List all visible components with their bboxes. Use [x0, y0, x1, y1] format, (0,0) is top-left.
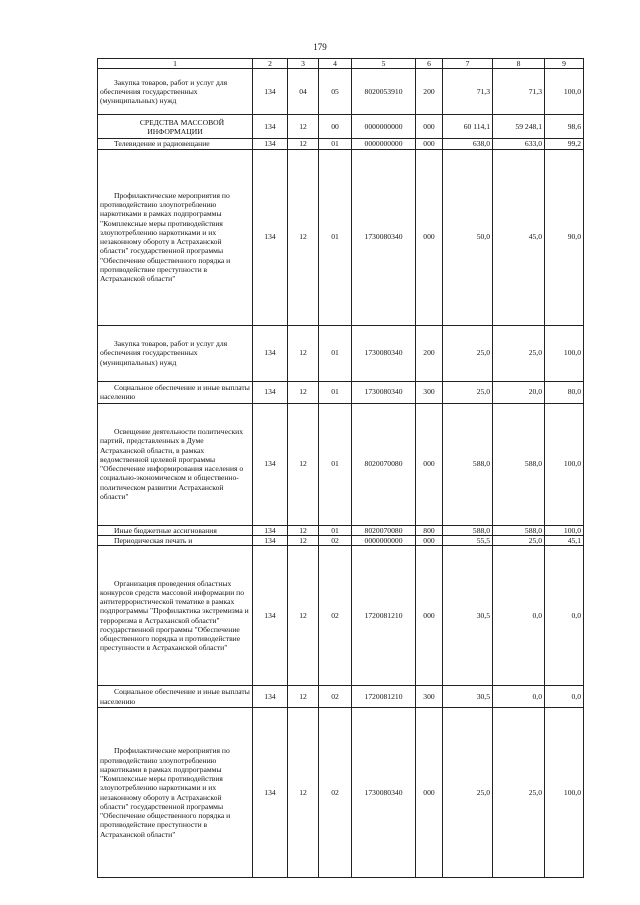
cell-admin-code-text: 134 — [264, 232, 276, 242]
cell-section-text: 12 — [299, 232, 307, 242]
cell-executed — [493, 115, 545, 139]
cell-section-text: 12 — [299, 525, 307, 535]
cell-expense-type-text: 000 — [423, 139, 435, 149]
column-header: 6 — [416, 59, 443, 69]
cell-subsection — [319, 381, 352, 403]
cell-target-article-text: 0000000000 — [364, 139, 403, 149]
cell-section-text: 04 — [299, 87, 307, 97]
cell-percent — [545, 525, 584, 535]
cell-subsection — [319, 686, 352, 708]
cell-planned — [443, 535, 493, 545]
cell-target-article — [352, 325, 416, 381]
table-row — [98, 403, 584, 525]
cell-percent — [545, 115, 584, 139]
table-row — [98, 115, 584, 139]
cell-admin-code — [253, 686, 288, 708]
cell-executed-text: 588,0 — [524, 459, 542, 469]
budget-table — [97, 58, 584, 878]
cell-planned-text: 588,0 — [472, 459, 490, 469]
cell-admin-code-text: 134 — [264, 87, 276, 97]
row-description — [98, 149, 253, 325]
cell-target-article — [352, 708, 416, 878]
cell-executed — [493, 546, 545, 686]
cell-planned-text: 25,0 — [476, 787, 490, 797]
table-body — [98, 69, 584, 878]
page-number: 179 — [313, 42, 327, 52]
cell-percent — [545, 149, 584, 325]
row-description-text: Социальное обеспечение и иные выплаты населению — [100, 687, 250, 706]
cell-admin-code — [253, 546, 288, 686]
cell-executed — [493, 325, 545, 381]
cell-target-article-text: 1720081210 — [364, 691, 403, 701]
cell-admin-code-text: 134 — [264, 691, 276, 701]
cell-planned-text: 60 114,1 — [463, 122, 490, 132]
row-description — [98, 325, 253, 381]
cell-planned — [443, 525, 493, 535]
cell-subsection — [319, 546, 352, 686]
cell-subsection-text: 02 — [331, 691, 339, 701]
cell-target-article-text: 0000000000 — [364, 535, 403, 545]
cell-section-text: 12 — [299, 387, 307, 397]
cell-percent-text: 100,0 — [563, 525, 581, 535]
cell-target-article-text: 8020070080 — [364, 459, 403, 469]
cell-executed-text: 633,0 — [524, 139, 542, 149]
cell-section-text: 12 — [299, 459, 307, 469]
cell-planned-text: 588,0 — [472, 525, 490, 535]
cell-executed-text: 25,0 — [528, 787, 542, 797]
row-description — [98, 546, 253, 686]
cell-section-text: 12 — [299, 787, 307, 797]
row-description — [98, 686, 253, 708]
cell-section — [288, 381, 319, 403]
cell-section-text: 12 — [299, 535, 307, 545]
cell-percent-text: 90,0 — [567, 232, 581, 242]
cell-expense-type — [416, 708, 443, 878]
cell-executed — [493, 708, 545, 878]
cell-subsection-text: 01 — [331, 139, 339, 149]
cell-expense-type-text: 000 — [423, 459, 435, 469]
cell-percent-text: 80,0 — [567, 387, 581, 397]
cell-target-article — [352, 149, 416, 325]
column-header: 1 — [98, 59, 253, 69]
cell-percent — [545, 139, 584, 149]
table-row — [98, 535, 584, 545]
cell-executed-text: 25,0 — [528, 348, 542, 358]
cell-admin-code — [253, 149, 288, 325]
cell-section — [288, 139, 319, 149]
cell-target-article — [352, 69, 416, 115]
row-description-text: Профилактические мероприятия по противодействию злоупотреблению наркотиками в рамках подпрограммы "Комплексные меры противодействия злоупотреблению наркотиками и их незаконному обороту в Астраханской области" государственной программы "Обеспечение общественного порядка и противодействие преступности в Астраханской области" — [100, 746, 231, 839]
cell-target-article — [352, 546, 416, 686]
column-header: 3 — [288, 59, 319, 69]
table-row — [98, 139, 584, 149]
cell-subsection — [319, 525, 352, 535]
cell-target-article-text: 1730080340 — [364, 348, 403, 358]
cell-subsection — [319, 325, 352, 381]
cell-section — [288, 403, 319, 525]
cell-executed — [493, 69, 545, 115]
cell-percent-text: 100,0 — [563, 348, 581, 358]
cell-target-article-text: 1720081210 — [364, 610, 403, 620]
cell-admin-code-text: 134 — [264, 122, 276, 132]
cell-percent-text: 100,0 — [563, 787, 581, 797]
cell-planned — [443, 139, 493, 149]
cell-percent — [545, 546, 584, 686]
cell-executed — [493, 381, 545, 403]
cell-section-text: 12 — [299, 139, 307, 149]
cell-expense-type — [416, 686, 443, 708]
table-row — [98, 69, 584, 115]
column-number-row — [98, 59, 584, 69]
cell-subsection-text: 05 — [331, 87, 339, 97]
cell-planned — [443, 149, 493, 325]
cell-subsection — [319, 115, 352, 139]
cell-target-article — [352, 686, 416, 708]
cell-percent — [545, 708, 584, 878]
cell-planned — [443, 403, 493, 525]
row-description-text: Организация проведения областных конкурсов средств массовой информации по антитеррористической тематике в рамках подпрограммы "Профилактика экстремизма и терроризма в Астраханской области" государственной программы "Обеспечение общественного порядка и противодействие преступности в Астраханской области" — [100, 578, 249, 653]
cell-executed — [493, 525, 545, 535]
cell-expense-type-text: 300 — [423, 691, 435, 701]
cell-subsection-text: 02 — [331, 535, 339, 545]
cell-expense-type-text: 000 — [423, 535, 435, 545]
cell-planned — [443, 69, 493, 115]
column-header: 2 — [253, 59, 288, 69]
cell-expense-type — [416, 535, 443, 545]
cell-executed-text: 59 248,1 — [515, 122, 542, 132]
cell-percent-text: 0,0 — [571, 610, 581, 620]
cell-percent-text: 100,0 — [563, 87, 581, 97]
cell-executed — [493, 149, 545, 325]
cell-admin-code-text: 134 — [264, 525, 276, 535]
cell-target-article — [352, 535, 416, 545]
cell-subsection-text: 01 — [331, 348, 339, 358]
cell-admin-code — [253, 115, 288, 139]
cell-planned — [443, 546, 493, 686]
cell-section — [288, 535, 319, 545]
row-description — [98, 535, 253, 545]
cell-admin-code-text: 134 — [264, 348, 276, 358]
row-description-text: Иные бюджетные ассигнования — [114, 525, 217, 535]
cell-expense-type-text: 000 — [423, 122, 435, 132]
cell-subsection — [319, 139, 352, 149]
cell-subsection-text: 00 — [331, 122, 339, 132]
cell-target-article — [352, 139, 416, 149]
cell-executed-text: 0,0 — [532, 610, 542, 620]
row-description-text: Закупка товаров, работ и услуг для обеспечения государственных (муниципальных) нужд — [100, 339, 228, 367]
cell-planned-text: 25,0 — [476, 387, 490, 397]
cell-expense-type — [416, 325, 443, 381]
cell-executed — [493, 686, 545, 708]
cell-planned-text: 30,5 — [476, 691, 490, 701]
cell-percent-text: 99,2 — [567, 139, 581, 149]
cell-admin-code-text: 134 — [264, 459, 276, 469]
row-description — [98, 525, 253, 535]
cell-expense-type — [416, 149, 443, 325]
cell-admin-code — [253, 139, 288, 149]
cell-target-article-text: 1730080340 — [364, 387, 403, 397]
cell-target-article-text: 8020070080 — [364, 525, 403, 535]
cell-executed-text: 20,0 — [528, 387, 542, 397]
cell-target-article — [352, 525, 416, 535]
column-header: 4 — [319, 59, 352, 69]
cell-section — [288, 546, 319, 686]
cell-target-article-text: 8020053910 — [364, 87, 403, 97]
cell-admin-code — [253, 69, 288, 115]
cell-executed-text: 71,3 — [528, 87, 542, 97]
cell-expense-type-text: 800 — [423, 525, 435, 535]
cell-admin-code — [253, 535, 288, 545]
row-description — [98, 708, 253, 878]
cell-section — [288, 686, 319, 708]
cell-planned — [443, 381, 493, 403]
cell-executed-text: 588,0 — [524, 525, 542, 535]
cell-subsection-text: 01 — [331, 525, 339, 535]
cell-planned-text: 25,0 — [476, 348, 490, 358]
cell-subsection-text: 02 — [331, 610, 339, 620]
cell-section — [288, 149, 319, 325]
cell-expense-type-text: 200 — [423, 87, 435, 97]
cell-expense-type-text: 000 — [423, 232, 435, 242]
cell-section — [288, 325, 319, 381]
cell-expense-type — [416, 525, 443, 535]
cell-admin-code-text: 134 — [264, 610, 276, 620]
cell-subsection-text: 02 — [331, 787, 339, 797]
row-description-text: Телевидение и радиовещание — [114, 139, 210, 149]
row-description-text: Социальное обеспечение и иные выплаты населению — [100, 382, 250, 401]
row-description-text: СРЕДСТВА МАССОВОЙ ИНФОРМАЦИИ — [139, 117, 225, 136]
cell-subsection — [319, 149, 352, 325]
cell-expense-type — [416, 69, 443, 115]
cell-executed — [493, 403, 545, 525]
cell-subsection-text: 01 — [331, 459, 339, 469]
cell-target-article-text: 0000000000 — [364, 122, 403, 132]
column-header: 5 — [352, 59, 416, 69]
table-row — [98, 381, 584, 403]
cell-percent — [545, 403, 584, 525]
cell-admin-code — [253, 381, 288, 403]
cell-expense-type-text: 000 — [423, 610, 435, 620]
cell-planned — [443, 115, 493, 139]
cell-executed — [493, 535, 545, 545]
cell-target-article — [352, 403, 416, 525]
cell-expense-type-text: 200 — [423, 348, 435, 358]
cell-target-article — [352, 115, 416, 139]
cell-executed-text: 0,0 — [532, 691, 542, 701]
cell-percent-text: 45,1 — [567, 535, 581, 545]
cell-percent — [545, 69, 584, 115]
cell-subsection-text: 01 — [331, 232, 339, 242]
cell-percent — [545, 325, 584, 381]
row-description-text: Периодическая печать и — [114, 535, 193, 545]
column-header: 9 — [545, 59, 584, 69]
cell-admin-code — [253, 325, 288, 381]
cell-expense-type — [416, 139, 443, 149]
cell-executed-text: 25,0 — [528, 535, 542, 545]
cell-section — [288, 708, 319, 878]
cell-expense-type — [416, 546, 443, 686]
cell-section-text: 12 — [299, 122, 307, 132]
cell-subsection — [319, 69, 352, 115]
cell-section-text: 12 — [299, 348, 307, 358]
cell-subsection — [319, 535, 352, 545]
cell-section — [288, 115, 319, 139]
cell-admin-code-text: 134 — [264, 139, 276, 149]
cell-admin-code — [253, 708, 288, 878]
row-description-text: Освещение деятельности политических партий, представленных в Думе Астраханской области, в рамках ведомственной целевой программы "Обеспечение информирования населения о социально-экономическом и общественно-политическом развитии Астраханской области" — [100, 427, 244, 501]
cell-expense-type-text: 000 — [423, 787, 435, 797]
cell-subsection-text: 01 — [331, 387, 339, 397]
row-description — [98, 403, 253, 525]
cell-section-text: 12 — [299, 610, 307, 620]
column-header: 7 — [443, 59, 493, 69]
table-row — [98, 149, 584, 325]
row-description-text: Закупка товаров, работ и услуг для обеспечения государственных (муниципальных) нужд — [100, 77, 228, 106]
cell-planned — [443, 325, 493, 381]
cell-percent — [545, 381, 584, 403]
cell-percent-text: 0,0 — [571, 691, 581, 701]
cell-target-article-text: 1730080340 — [364, 232, 403, 242]
cell-expense-type — [416, 115, 443, 139]
table-row — [98, 325, 584, 381]
cell-expense-type — [416, 381, 443, 403]
cell-target-article — [352, 381, 416, 403]
cell-percent — [545, 535, 584, 545]
row-description — [98, 381, 253, 403]
cell-admin-code — [253, 525, 288, 535]
cell-admin-code-text: 134 — [264, 535, 276, 545]
cell-percent-text: 100,0 — [563, 459, 581, 469]
cell-executed-text: 45,0 — [528, 232, 542, 242]
row-description — [98, 69, 253, 115]
cell-section — [288, 69, 319, 115]
cell-subsection — [319, 708, 352, 878]
cell-section-text: 12 — [299, 691, 307, 701]
cell-planned-text: 30,5 — [476, 610, 490, 620]
cell-planned — [443, 708, 493, 878]
table-row — [98, 686, 584, 708]
cell-target-article-text: 1730080340 — [364, 787, 403, 797]
cell-percent-text: 98,6 — [567, 122, 581, 132]
cell-expense-type — [416, 403, 443, 525]
cell-percent — [545, 686, 584, 708]
table-row — [98, 525, 584, 535]
cell-subsection — [319, 403, 352, 525]
cell-admin-code — [253, 403, 288, 525]
cell-planned — [443, 686, 493, 708]
row-description — [98, 115, 253, 139]
cell-planned-text: 71,3 — [476, 87, 490, 97]
cell-section — [288, 525, 319, 535]
cell-planned-text: 638,0 — [472, 139, 490, 149]
cell-executed — [493, 139, 545, 149]
cell-planned-text: 50,0 — [476, 232, 490, 242]
cell-expense-type-text: 300 — [423, 387, 435, 397]
cell-planned-text: 55,5 — [476, 535, 490, 545]
table-row — [98, 546, 584, 686]
column-header: 8 — [493, 59, 545, 69]
row-description-text: Профилактические мероприятия по противодействию злоупотреблению наркотиками в рамках подпрограммы "Комплексные меры противодействия злоупотреблению наркотиками и их незаконному обороту в Астраханской области" государственной программы "Обеспечение общественного порядка и противодействие преступности в Астраханской области" — [100, 190, 231, 283]
table-row — [98, 708, 584, 878]
cell-admin-code-text: 134 — [264, 787, 276, 797]
row-description — [98, 139, 253, 149]
cell-admin-code-text: 134 — [264, 387, 276, 397]
